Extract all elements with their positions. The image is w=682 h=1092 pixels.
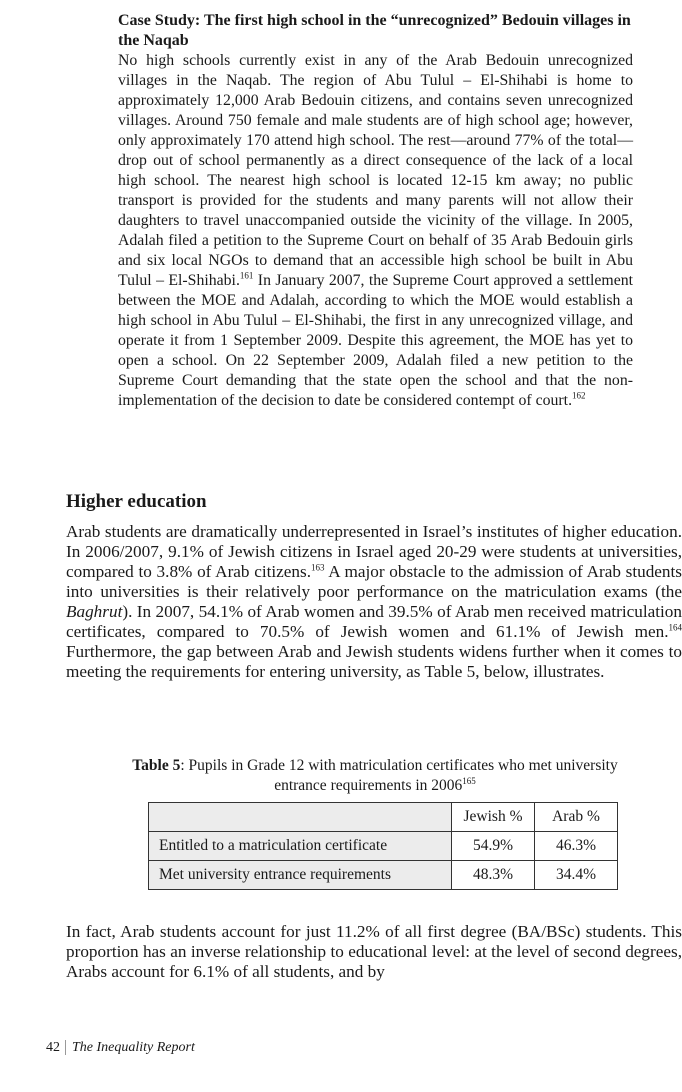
header-arab: Arab % [535, 803, 618, 832]
page-number: 42 [46, 1040, 66, 1055]
paragraph-text-part-3: ). In 2007, 54.1% of Arab women and 39.5% of Arab men received matriculation certificates, compared to 70.5% of Jewish women and 61.1% of Jewish men. [66, 602, 682, 641]
table-row [149, 832, 618, 861]
table-row [149, 861, 618, 890]
footnote-ref-162[interactable]: 162 [572, 390, 586, 401]
row-label: Met university entrance requirements [149, 861, 452, 890]
case-study-text-part-1: No high schools currently exist in any of the Arab Bedouin unrecognized villages in the Naqab. The region of Abu Tulul – El-Shihabi is home to approximately 12,000 Arab Bedouin citizens, and contains seven unrecognized villages. Around 750 female and male students are of high school age; however, only approximately 170 attend high school. The rest—around 77% of the total—drop out of school permanently as a direct consequence of the lack of a local high school. The nearest high school is located 12-15 km away; no public transport is provided for the students and many parents will not allow their daughters to travel unaccompanied outside the vicinity of the village. In 2005, Adalah filed a petition to the Supreme Court on behalf of 35 Arab Bedouin girls and six local NGOs to demand that an accessible high school be built in Abu Tulul – El-Shihabi. [118, 52, 633, 289]
table-header-row [149, 803, 618, 832]
footnote-ref-161[interactable]: 161 [239, 270, 254, 281]
closing-paragraph: In fact, Arab students account for just 11.2% of all first degree (BA/BSc) students. This proportion has an inverse relationship to educational level: at the level of second degrees, Arabs account for 6.1% of all students, and by [66, 922, 682, 981]
row-jewish-value: 54.9% [452, 832, 535, 861]
case-study-title: Case Study: The first high school in the “unrecognized” Bedouin villages in the Naqab [118, 12, 631, 49]
paragraph-text-part-2: A major obstacle to the admission of Arab students into universities is their relatively poor performance on the matriculation exams (the [66, 562, 682, 601]
table-caption-label: Table 5 [132, 757, 181, 774]
header-empty-cell [149, 803, 452, 832]
case-study-text-part-2: In January 2007, the Supreme Court approved a settlement between the MOE and Adalah, according to which the MOE would establish a high school in Abu Tulul – El-Shihabi, the first in any unrecognized village, and operate it from 1 September 2009. Despite this agreement, the MOE has yet to open a school. On 22 September 2009, Adalah filed a new petition to the Supreme Court demanding that the state open the school and that the non-implementation of the decision to date be considered contempt of court. [118, 272, 634, 409]
baghrut-term: Baghrut [66, 602, 123, 621]
section-paragraph [66, 522, 682, 682]
row-arab-value: 34.4% [535, 861, 618, 890]
section-heading: Higher education [66, 491, 207, 512]
footnote-ref-165[interactable]: 165 [462, 775, 476, 786]
table-5 [130, 756, 620, 890]
header-jewish: Jewish % [452, 803, 535, 832]
row-arab-value: 46.3% [535, 832, 618, 861]
case-study-box [118, 11, 633, 411]
data-table [148, 802, 618, 890]
higher-education-section [66, 490, 682, 682]
page-footer [46, 1040, 195, 1056]
row-label: Entitled to a matriculation certificate [149, 832, 452, 861]
table-caption-text: : Pupils in Grade 12 with matriculation certificates who met university entrance requirements in 2006 [180, 757, 618, 794]
paragraph-text-part-4: Furthermore, the gap between Arab and Jewish students widens further when it comes to meeting the requirements for entering university, as Table 5, below, illustrates. [66, 642, 682, 681]
footnote-ref-164[interactable]: 164 [668, 622, 682, 633]
row-jewish-value: 48.3% [452, 861, 535, 890]
paragraph-text-part-1: Arab students are dramatically underrepresented in Israel’s institutes of higher education. In 2006/2007, 9.1% of Jewish citizens in Israel aged 20-29 were students at universities, compared to 3.8% of Arab citizens. [66, 522, 682, 581]
footnote-ref-163[interactable]: 163 [311, 562, 325, 573]
case-study-body [118, 51, 633, 411]
report-title: The Inequality Report [72, 1040, 195, 1055]
table-caption [130, 756, 620, 796]
